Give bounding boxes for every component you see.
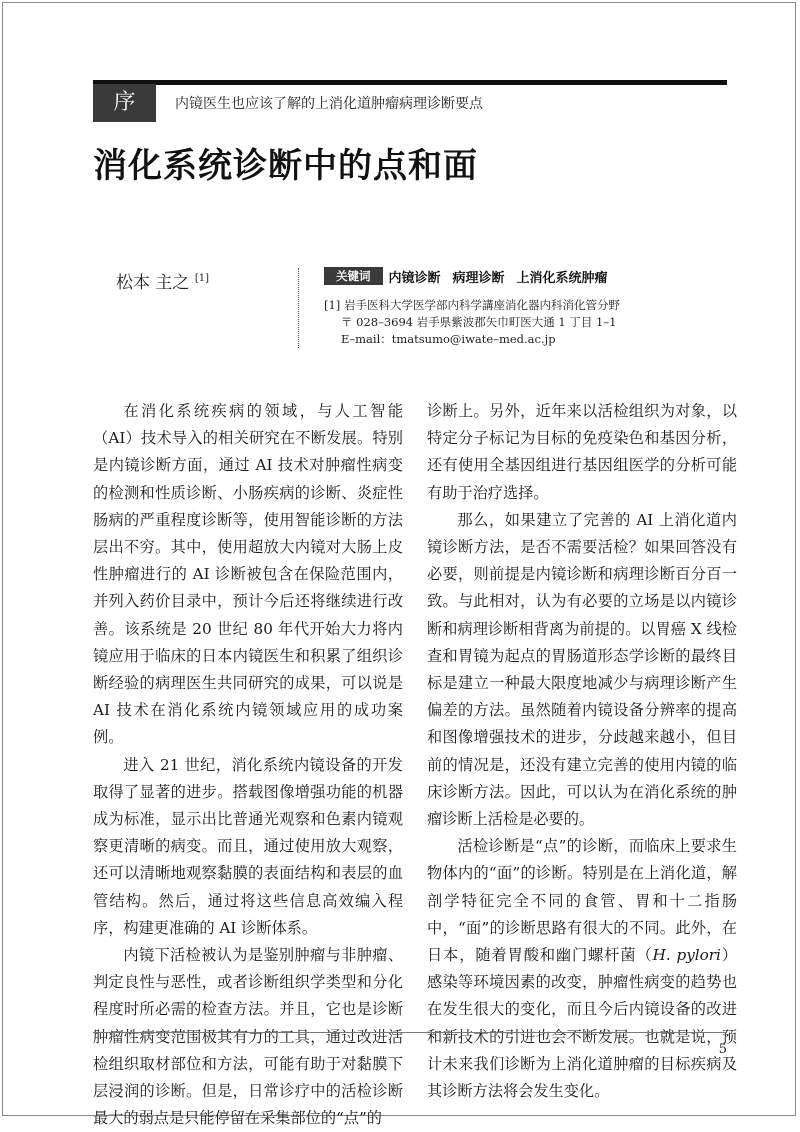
- page-number: 5: [718, 1042, 727, 1057]
- text-run: 活检诊断是“点”的诊断，而临床上要求生物体内的“面”的诊断。特别是在上消化道，解剖学特征完全不同的食管、胃和十二指肠中，“面”的诊断思路有很大的不同。此外，在日本，随着胃酸和幽门螺杆菌（: [427, 837, 737, 965]
- text-run: ）感染等环境因素的改变，肿瘤性病变的趋势也在发生很大的变化，而且今后内镜设备的改进和新技术的引进也会不断发展。也就是说，预计未来我们诊断为上消化道肿瘤的目标疾病及其诊断方法将会发生变化。: [427, 946, 738, 1101]
- body-paragraph-continued: 诊断上。另外，近年来以活检组织为对象，以特定分子标记为目标的免疫染色和基因分析，还有使用全基因组进行基因组医学的分析可能有助于治疗选择。: [427, 402, 737, 502]
- article-title: 消化系统诊断中的点和面: [93, 146, 478, 186]
- species-name: H. pylori: [652, 946, 721, 965]
- keyword-item: 病理诊断: [452, 270, 505, 286]
- body-paragraph: [427, 833, 737, 1105]
- keywords-label: 关键词: [324, 267, 383, 285]
- author-name: 松本 主之: [116, 273, 190, 293]
- series-title: 内镜医生也应该了解的上消化道肿瘤病理诊断要点: [175, 96, 483, 112]
- section-label: 序: [93, 84, 156, 122]
- body-paragraph: 在消化系统疾病的领域，与人工智能（AI）技术导入的相关研究在不断发展。特别是内镜诊断方面，通过 AI 技术对肿瘤性病变的检测和性质诊断、小肠疾病的诊断、炎症性肠病的严重程度诊断等，使用智能诊断的方法层出不穷。其中，使用超放大内镜对大肠上皮性肿瘤进行的 AI 诊断被包含在保险范围内，并列入药价目录中，预计今后还将继续进行改善。该系统是 20 世纪 80 年代开始大力将内镜应用于临床的日本内镜医生和积累了组织诊断经验的病理医生共同研究的成果，可以说是 AI 技术在消化系统内镜领域应用的成功案例。: [93, 402, 403, 747]
- keyword-item: 内镜诊断: [388, 270, 441, 286]
- author: [116, 268, 209, 293]
- author-ref: [1]: [194, 273, 209, 284]
- keyword-item: 上消化系统肿瘤: [516, 270, 608, 286]
- affiliation-address: 〒 028–3694 岩手県紫波郡矢巾町医大通 1 丁目 1–1: [341, 315, 617, 329]
- body-paragraph: 进入 21 世纪，消化系统内镜设备的开发取得了显著的进步。搭载图像增强功能的机器成为标准，显示出比普通光观察和色素内镜观察更清晰的病变。而且，通过使用放大观察，还可以清晰地观察黏膜的表面结构和表层的血管结构。然后，通过将这些信息高效编入程序，构建更准确的 AI 诊断体系。: [93, 755, 403, 937]
- affiliation-institution: [1] 岩手医科大学医学部内科学講座消化器内科消化管分野: [324, 298, 620, 312]
- affiliation-email: E–mail：tmatsumo@iwate–med.ac.jp: [341, 332, 556, 346]
- keywords-row: [324, 266, 624, 286]
- affiliation: [324, 297, 620, 348]
- body-paragraph: 那么，如果建立了完善的 AI 上消化道内镜诊断方法，是否不需要活检？如果回答没有必要，则前提是内镜诊断和病理诊断百分百一致。与此相对，认为有必要的立场是以内镜诊断和病理诊断相背离为前提的。以胃癌 X 线检查和胃镜为起点的胃肠道形态学诊断的最终目标是建立一种最大限度地减少与病理诊断产生偏差的方法。虽然随着内镜设备分辨率的提高和图像增强技术的进步，分歧越来越小，但目前的情况是，还没有建立完善的使用内镜的临床诊断方法。因此，可以认为在消化系统的肿瘤诊断上活检是必要的。: [427, 510, 737, 829]
- body-column-left: [93, 398, 403, 1132]
- body-paragraph: 内镜下活检被认为是鉴别肿瘤与非肿瘤、判定良性与恶性，或者诊断组织学类型和分化程度时所必需的检查方法。并且，它也是诊断肿瘤性病变范围极其有力的工具，通过改进活检组织取材部位和方法，可能有助于对黏膜下层浸润的诊断。但是，日常诊疗中的活检诊断最大的弱点是只能停留在采集部位的“点”的: [93, 946, 403, 1128]
- footer-rule: [93, 1032, 727, 1033]
- body-column-right: [427, 398, 737, 1105]
- vertical-divider: [298, 268, 300, 348]
